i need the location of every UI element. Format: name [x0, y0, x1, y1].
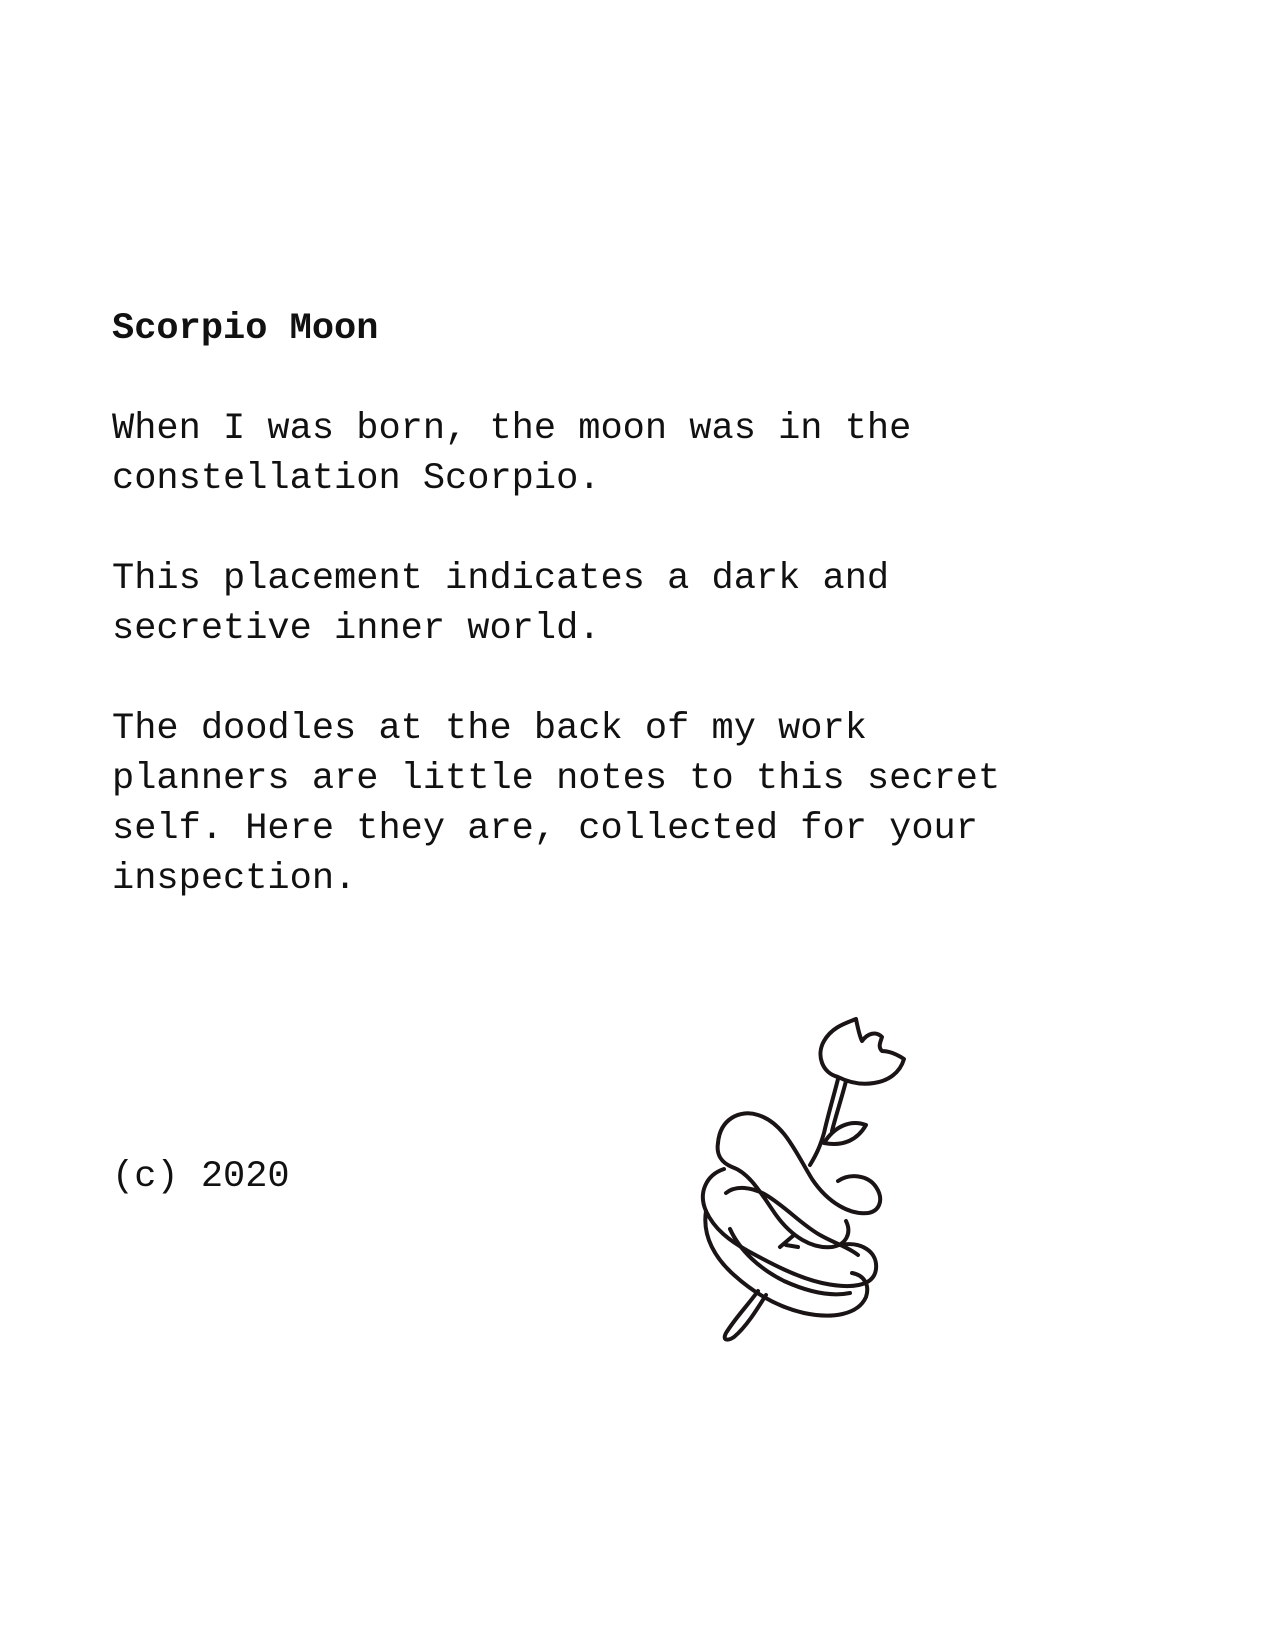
snake-body-inner: [718, 1143, 849, 1247]
snake-body-outer: [718, 1113, 880, 1213]
paragraph-doodles: The doodles at the back of my work planners are little notes to this secret self. Here they are, collected for your inspection.: [112, 708, 1001, 900]
tulip-leaf: [824, 1123, 866, 1144]
paragraph-placement: This placement indicates a dark and secretive inner world.: [112, 558, 890, 650]
paragraph-birth: When I was born, the moon was in the constellation Scorpio.: [112, 408, 912, 500]
snake-and-tulip-doodle: [700, 1015, 960, 1405]
snake-tail: [725, 1291, 766, 1340]
tulip-flower: [820, 1019, 904, 1084]
page-title: Scorpio Moon: [112, 308, 379, 350]
copyright-notice: (c) 2020: [112, 1156, 290, 1198]
